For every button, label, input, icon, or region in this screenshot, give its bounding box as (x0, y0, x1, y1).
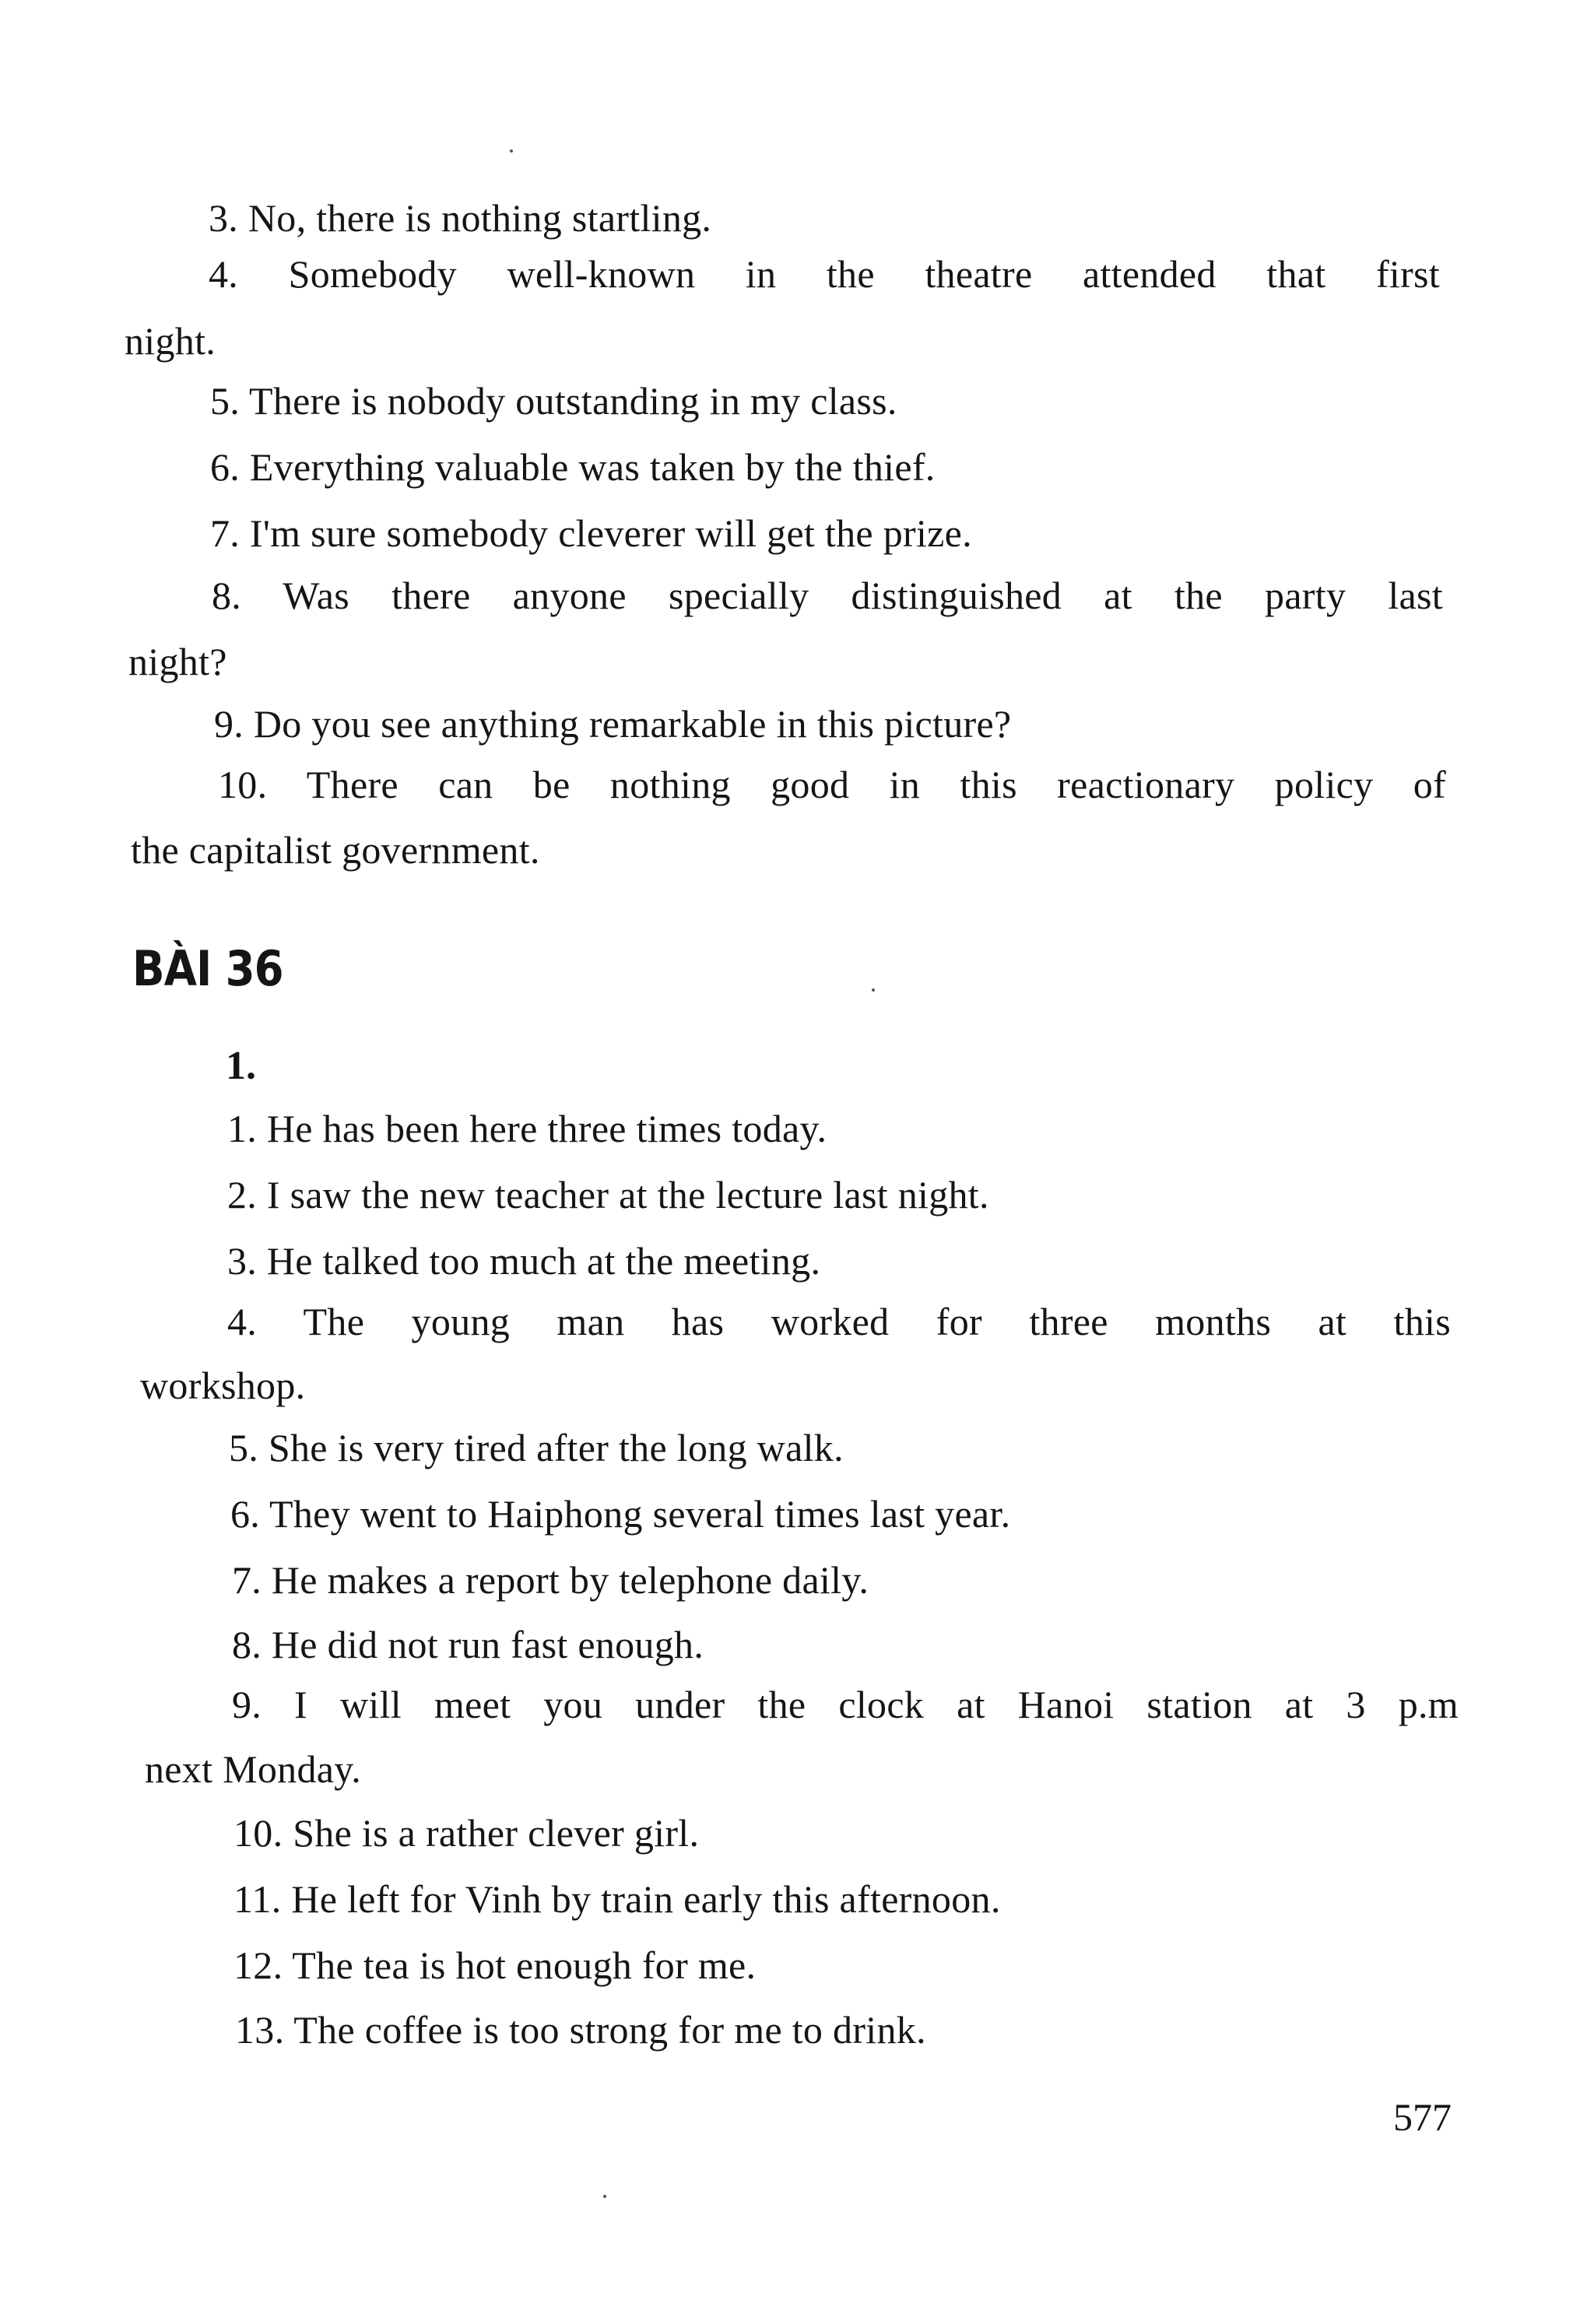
answer-line: 8. Was there anyone specially distinguished at the party last (212, 574, 1443, 617)
answer-line: 3. He talked too much at the meeting. (227, 1239, 821, 1283)
answer-line: 4. The young man has worked for three months at this (227, 1300, 1451, 1343)
answer-line: 3. No, there is nothing startling. (209, 196, 712, 240)
answer-line: 11. He left for Vinh by train early this afternoon. (233, 1877, 1001, 1921)
scan-speck (603, 2195, 606, 2198)
answer-line: 1. He has been here three times today. (227, 1107, 827, 1150)
lesson-heading: BÀI 36 (132, 940, 283, 997)
answer-line: 5. There is nobody outstanding in my class. (210, 379, 897, 423)
scan-speck (872, 988, 875, 992)
answer-line-continuation: next Monday. (145, 1747, 362, 1791)
answer-line-continuation: night. (125, 319, 216, 363)
answer-line: 4. Somebody well-known in the theatre attended that first (209, 252, 1440, 296)
answer-line: 10. There can be nothing good in this reactionary policy of (218, 763, 1446, 806)
answer-line-continuation: workshop. (140, 1364, 306, 1407)
scan-speck (510, 149, 513, 153)
answer-line: 6. Everything valuable was taken by the thief. (210, 445, 936, 489)
answer-line: 9. I will meet you under the clock at Hanoi station at 3 p.m (232, 1683, 1459, 1726)
page-number: 577 (1393, 2095, 1452, 2139)
answer-line: 7. He makes a report by telephone daily. (232, 1558, 869, 1602)
answer-line-continuation: night? (128, 640, 227, 683)
answer-line: 6. They went to Haiphong several times last year. (230, 1492, 1011, 1536)
answer-line: 13. The coffee is too strong for me to drink. (235, 2008, 926, 2052)
answer-line: 7. I'm sure somebody cleverer will get the prize. (210, 511, 972, 555)
exercise-number: 1. (226, 1044, 256, 1088)
answer-line: 2. I saw the new teacher at the lecture last night. (227, 1173, 989, 1216)
answer-line-continuation: the capitalist government. (131, 828, 540, 872)
answer-line: 9. Do you see anything remarkable in this picture? (214, 702, 1012, 746)
answer-line: 8. He did not run fast enough. (232, 1623, 704, 1666)
answer-line: 10. She is a rather clever girl. (233, 1811, 700, 1855)
answer-line: 12. The tea is hot enough for me. (233, 1943, 757, 1987)
answer-line: 5. She is very tired after the long walk. (229, 1426, 844, 1469)
